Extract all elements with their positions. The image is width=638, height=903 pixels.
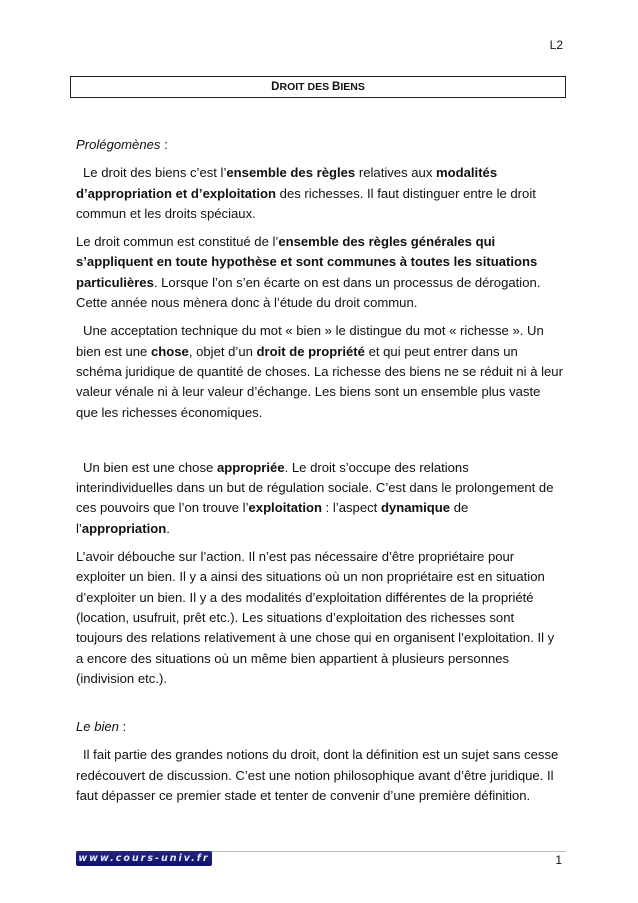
paragraph-5: L’avoir débouche sur l’action. Il n’est pas nécessaire d’être propriétaire pour exploiter un bien. Il y a ainsi des situations où un non propriétaire est en situation d’exploiter un bien. Il y a des modalités d’exploitation différentes de la propriété (location, usufruit, prêt etc.). Les situations d’exploitation des richesses sont toujours des relations relativement à une chose qui en organisent l’exploitation. Il y a encore des situations où un même bien appartient à plusieurs personnes (indivision etc.).: [76, 549, 555, 686]
document-body: [76, 135, 564, 806]
paragraph-3: Une acceptation technique du mot « bien » le distingue du mot « richesse ». Un bien est une chose, objet d’un droit de propriété et qui peut entrer dans un schéma juridique de quantité de choses. La richesse des biens ne se réduit ni à leur valeur vénale ni à leur valeur d’échange. Les biens sont un ensemble plus vaste que les richesses économiques.: [76, 323, 563, 420]
title-part-2: IENS: [340, 81, 365, 93]
site-logo[interactable]: www.cours-univ.fr: [76, 851, 212, 866]
course-level-label: L2: [549, 38, 563, 52]
paragraph-4: Un bien est une chose appropriée. Le droit s’occupe des relations interindividuelles dans un but de régulation sociale. C’est dans le prolongement de ces pouvoirs que l’on trouve l’exploitation : l’aspect dynamique de l’appropriation.: [76, 459, 554, 536]
paragraph-6: Il fait partie des grandes notions du droit, dont la définition est un sujet sans cesse redécouvert de discussion. C’est une notion philosophique avant d’être juridique. Il faut dépasser ce premier stade et tenter de convenir d’une première définition.: [76, 747, 559, 804]
section-heading-le-bien: Le bien :: [76, 719, 127, 735]
title-part-1: ROIT DES: [279, 81, 332, 93]
page-number: 1: [555, 853, 562, 867]
section-heading-prolegomenes: Prolégomènes :: [76, 137, 168, 152]
paragraph-1: Le droit des biens c’est l’ensemble des règles relatives aux modalités d’appropriation et d’exploitation des richesses. Il faut distinguer entre le droit commun et les droits spéciaux.: [76, 165, 536, 221]
paragraph-2: Le droit commun est constitué de l’ensemble des règles générales qui s’appliquent en toute hypothèse et sont communes à toutes les situations particulières. Lorsque l’on s’en écarte on est dans un processus de dérogation. Cette année nous mènera donc à l’étude du droit commun.: [76, 234, 541, 311]
title-initial-d: D: [271, 81, 280, 93]
document-title: [70, 76, 566, 98]
title-initial-b: B: [332, 81, 341, 93]
